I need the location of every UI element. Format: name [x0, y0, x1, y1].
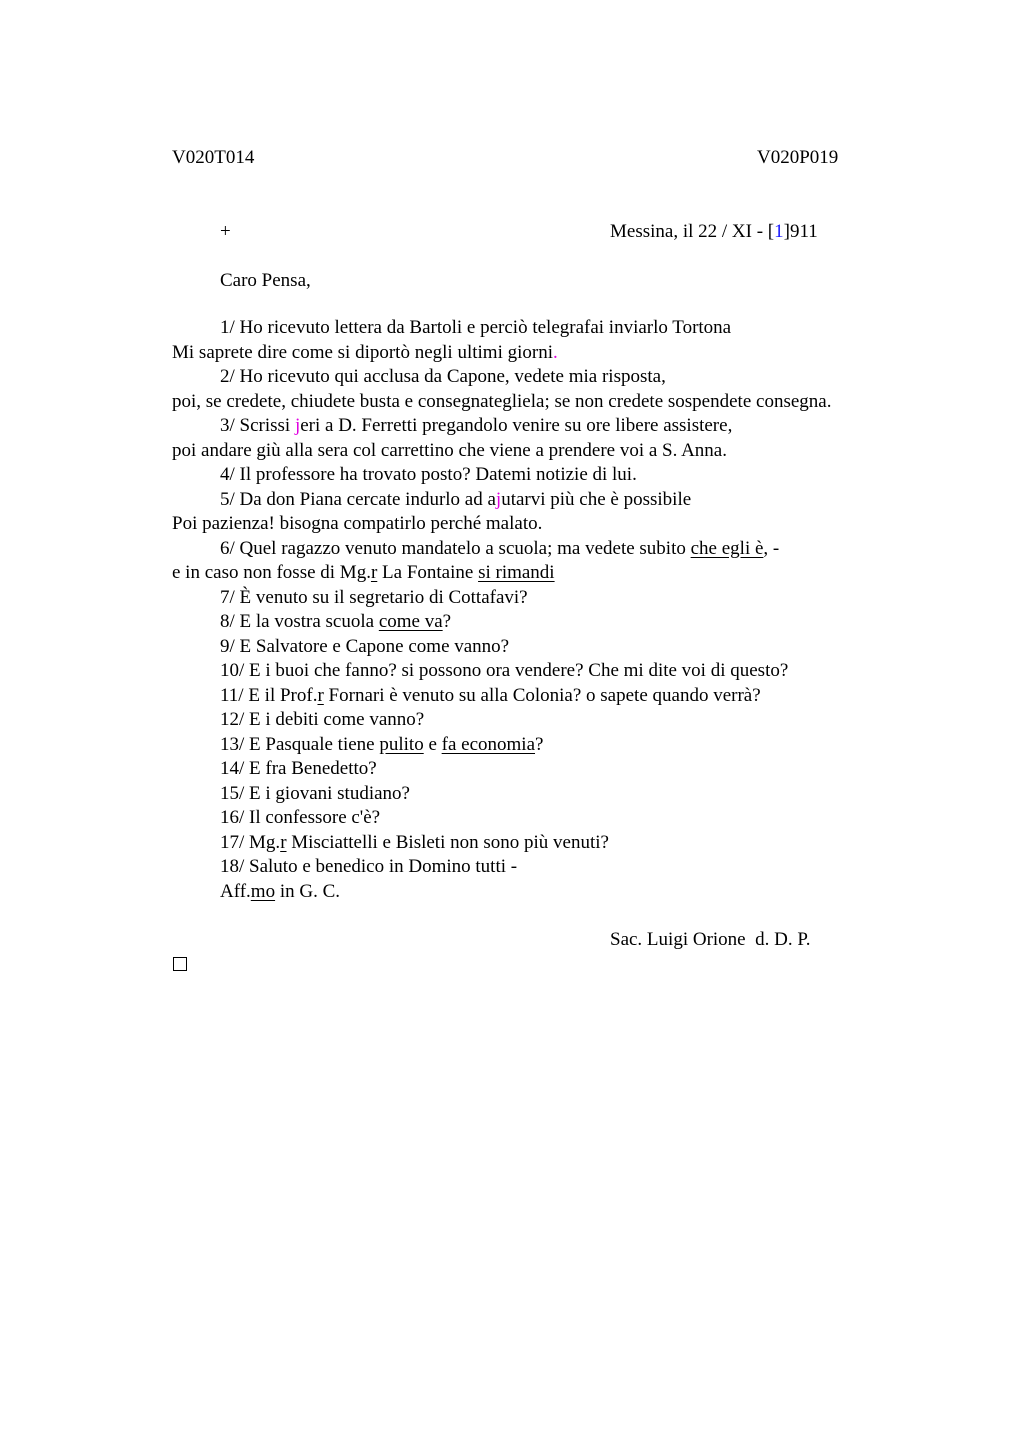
line-segment: r: [280, 831, 287, 853]
line-segment: 6/ Quel ragazzo venuto mandatelo a scuola; ma vedete subito: [220, 537, 691, 559]
line-segment: 4/ Il professore ha trovato posto? Datemi notizie di lui.: [220, 464, 637, 485]
line-segment: 13/ E Pasquale tiene: [220, 733, 380, 755]
line-segment: e in caso non fosse di Mg.: [172, 562, 371, 583]
letter-line: [220, 317, 731, 339]
line-segment: 3/ Scrissi: [220, 415, 295, 436]
signature: Sac. Luigi Orione d. D. P.: [610, 929, 811, 950]
line-segment: Poi pazienza! bisogna compatirlo perché malato.: [172, 513, 543, 534]
letter-line: [220, 807, 380, 829]
letter-line: [172, 513, 542, 535]
letter-line: [220, 636, 509, 658]
letter-line: [220, 758, 377, 780]
letter-line: [172, 562, 555, 584]
letter-line: [220, 856, 517, 878]
line-segment: come va: [378, 611, 443, 632]
checkbox-square-icon: [173, 957, 187, 971]
letter-line: [172, 342, 558, 364]
line-segment: 8/ E la vostra scuola: [220, 611, 379, 632]
line-segment: 15/ E i giovani studiano?: [220, 782, 410, 804]
line-segment: 17/ Mg.: [220, 831, 281, 853]
line-segment: j: [495, 488, 502, 510]
letter-line: [220, 489, 691, 511]
line-segment: che egli è: [690, 537, 764, 559]
line-segment: .: [552, 341, 558, 363]
line-segment: si rimandi: [478, 562, 555, 583]
place-date-editorial-digit: 1: [774, 221, 784, 242]
letter-line: [220, 611, 451, 633]
place-date-suffix: ]911: [783, 221, 818, 242]
line-segment: ?: [535, 733, 544, 755]
document-code-left: V020T014: [172, 147, 255, 168]
letter-line: [220, 366, 666, 388]
letter-line: [172, 440, 727, 462]
letter-line: [220, 783, 410, 805]
line-segment: ?: [442, 611, 452, 632]
line-segment: , -: [763, 537, 780, 559]
line-segment: r: [317, 684, 324, 706]
letter-line: [220, 832, 609, 854]
line-segment: 11/ E il Prof.: [220, 684, 318, 706]
line-segment: j: [294, 415, 301, 436]
line-segment: fa economia: [441, 733, 536, 755]
place-date: [610, 221, 818, 243]
letter-line: [220, 415, 732, 437]
letter-line: [220, 685, 761, 707]
line-segment: Mi saprete dire come si diportò negli ultimi giorni: [172, 341, 553, 363]
line-segment: 10/ E i buoi che fanno? si possono ora vendere? Che mi dite voi di questo?: [220, 660, 789, 681]
line-segment: 5/ Da don Piana cercate indurlo ad a: [220, 488, 496, 510]
letter-line: [220, 538, 779, 560]
line-segment: pulito: [379, 733, 424, 755]
line-segment: r: [370, 562, 378, 583]
line-segment: e: [423, 733, 442, 755]
line-segment: 2/ Ho ricevuto qui acclusa da Capone, vedete mia risposta,: [220, 366, 666, 387]
line-segment: utarvi più che è possibile: [501, 488, 692, 510]
cross-mark: +: [220, 221, 231, 242]
line-segment: eri a D. Ferretti pregandolo venire su ore libere assistere,: [300, 415, 733, 436]
line-segment: 12/ E i debiti come vanno?: [220, 709, 425, 730]
letter-line: [220, 709, 424, 731]
line-segment: 14/ E fra Benedetto?: [220, 758, 377, 779]
line-segment: mo: [250, 880, 276, 902]
line-segment: Aff.: [220, 880, 251, 902]
letter-line: [220, 660, 788, 682]
salutation: Caro Pensa,: [220, 270, 311, 291]
line-segment: 7/ È venuto su il segretario di Cottafavi?: [220, 586, 528, 608]
letter-line: [220, 881, 340, 903]
line-segment: 18/ Saluto e benedico in Domino tutti -: [220, 856, 518, 877]
letter-line: [220, 734, 543, 756]
line-segment: Fornari è venuto su alla Colonia? o sapete quando verrà?: [323, 684, 761, 706]
place-date-prefix: Messina, il 22 / XI - [: [610, 221, 775, 242]
line-segment: Misciattelli e Bisleti non sono più venuti?: [286, 831, 609, 853]
line-segment: 9/ E Salvatore e Capone come vanno?: [220, 635, 510, 657]
letter-line: [220, 464, 637, 486]
letter-line: [172, 391, 831, 413]
line-segment: La Fontaine: [377, 562, 479, 583]
document-code-right: V020P019: [757, 147, 839, 168]
line-segment: poi andare giù alla sera col carrettino che viene a prendere voi a S. Anna.: [172, 439, 727, 461]
line-segment: poi, se credete, chiudete busta e consegnategliela; se non credete sospendete consegna.: [172, 390, 832, 412]
line-segment: 16/ Il confessore c'è?: [220, 807, 381, 828]
line-segment: 1/ Ho ricevuto lettera da Bartoli e perciò telegrafai inviarlo Tortona: [220, 317, 732, 338]
line-segment: in G. C.: [275, 880, 341, 902]
letter-line: [220, 587, 528, 609]
